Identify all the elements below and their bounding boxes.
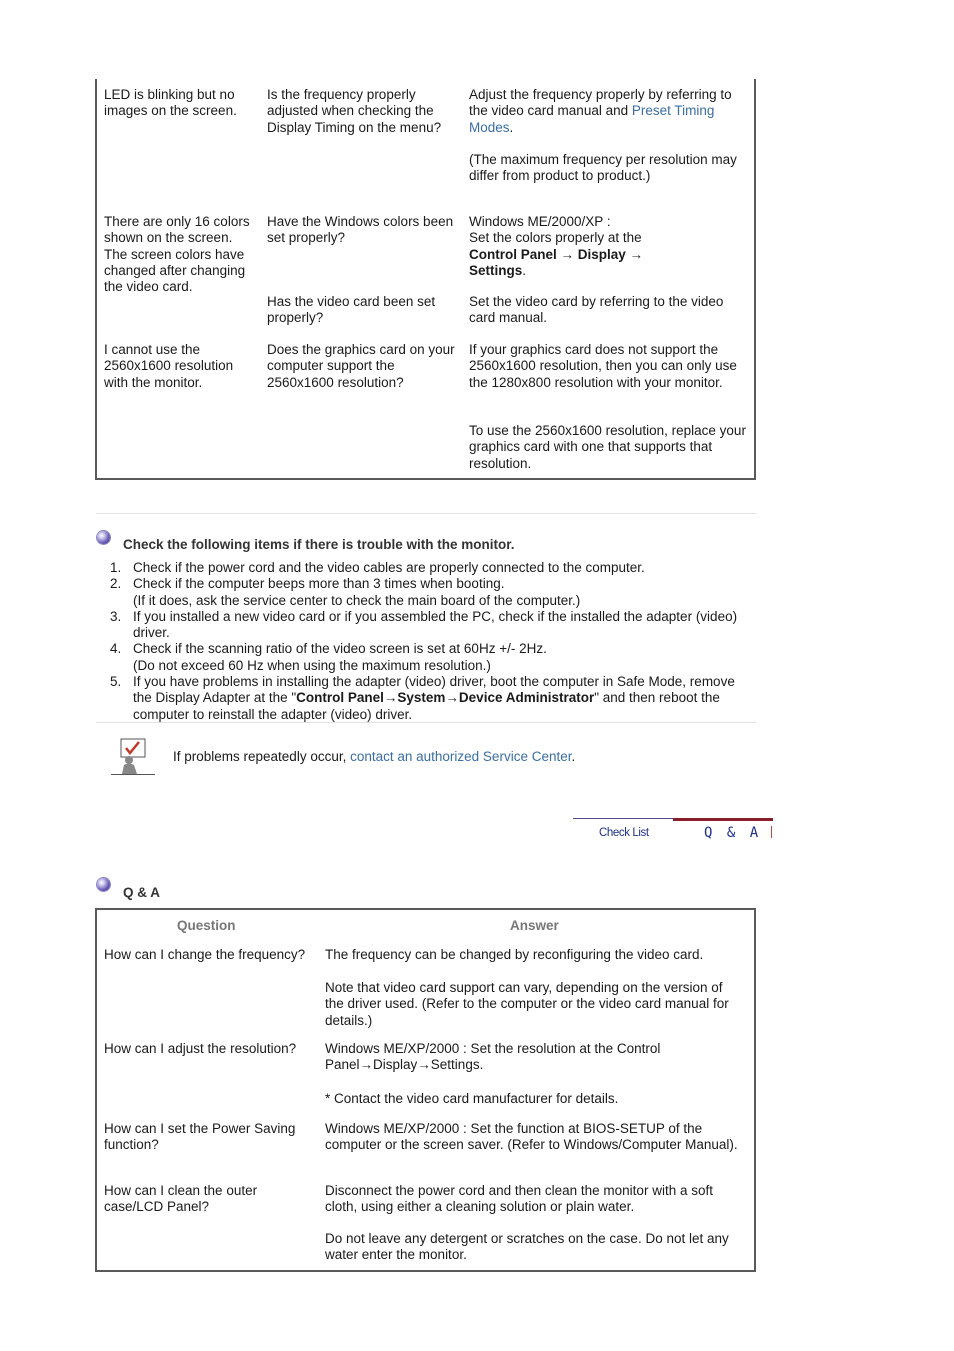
check-cell: Have the Windows colors been set properly? — [267, 214, 454, 246]
tab-label: Q & A — [704, 825, 762, 841]
item-text: Check if the computer beeps more than 3 times when booting. — [133, 576, 505, 592]
qa-heading: Q & A — [123, 885, 160, 900]
divider — [96, 722, 756, 723]
item-subtext: (Do not exceed 60 Hz when using the maximum resolution.) — [133, 657, 491, 673]
solution-cell: Set the video card by referring to the video card manual. — [469, 294, 724, 326]
qa-table — [95, 908, 756, 1272]
note-text-pre: If problems repeatedly occur, — [173, 749, 351, 764]
solution-cell — [469, 214, 747, 279]
answer-cell: Windows ME/XP/2000 : Set the function at BIOS-SETUP of the computer or the screen saver. (Refer to Windows/Computer Manual). — [325, 1121, 738, 1153]
checklist-heading: Check the following items if there is trouble with the monitor. — [123, 537, 515, 552]
solution-note: (The maximum frequency per resolution may differ from product to product.) — [469, 152, 737, 184]
column-header-question: Question — [177, 918, 236, 933]
solution-note: To use the 2560x1600 resolution, replace your graphics card with one that supports that resolution. — [469, 423, 746, 471]
answer-cell: Do not leave any detergent or scratches on the case. Do not let any water enter the monitor. — [325, 1231, 729, 1263]
tab-label: Check List — [599, 827, 649, 839]
symptom-cell: LED is blinking but no images on the screen. — [104, 87, 237, 119]
bullet-icon — [97, 878, 110, 891]
list-item — [110, 560, 756, 576]
solution-text-end: . — [509, 119, 514, 135]
question-cell: How can I set the Power Saving function? — [104, 1121, 296, 1153]
solution-end: . — [522, 262, 527, 278]
tab-underline — [573, 818, 673, 819]
checklist — [110, 560, 756, 723]
list-item — [110, 576, 756, 609]
item-number: 4. — [110, 641, 122, 657]
answer-cell: Windows ME/XP/2000 : Set the resolution at the Control Panel→Display→Settings. — [325, 1041, 661, 1073]
item-text-bold: Control Panel→System→Device Administrator — [296, 690, 595, 706]
question-cell: How can I change the frequency? — [104, 947, 306, 962]
solution-path: Control Panel → Display → Settings — [469, 246, 644, 278]
tab-check-list[interactable] — [573, 818, 673, 846]
solution-cell — [469, 87, 747, 136]
list-item — [110, 641, 756, 674]
note-icon — [111, 738, 155, 776]
solution-text: Adjust the frequency properly by referring to the video card manual and — [469, 87, 732, 119]
answer-cell: Disconnect the power cord and then clean the monitor with a soft cloth, using either a cleaning solution or plain water. — [325, 1183, 713, 1215]
question-cell: How can I adjust the resolution? — [104, 1041, 297, 1056]
check-cell: Has the video card been set properly? — [267, 294, 436, 326]
item-number: 1. — [110, 560, 122, 575]
preset-timing-modes-link[interactable]: Preset Timing Modes — [469, 103, 715, 135]
list-item — [110, 609, 756, 642]
item-subtext: (If it does, ask the service center to check the main board of the computer.) — [133, 592, 581, 608]
item-text: Check if the scanning ratio of the video screen is set at 60Hz +/- 2Hz. — [133, 641, 547, 657]
item-text — [133, 674, 756, 723]
troubleshooting-table — [95, 79, 756, 480]
answer-cell: The frequency can be changed by reconfiguring the video card. — [325, 947, 704, 962]
item-number: 5. — [110, 674, 122, 690]
item-text: Check if the power cord and the video cables are properly connected to the computer. — [133, 560, 645, 575]
tab-active-bar — [673, 818, 773, 821]
symptom-cell: There are only 16 colors shown on the screen. The screen colors have changed after changing the video card. — [104, 214, 250, 295]
check-cell: Does the graphics card on your computer support the 2560x1600 resolution? — [267, 342, 455, 390]
bullet-icon — [97, 531, 110, 544]
answer-cell: * Contact the video card manufacturer for details. — [325, 1091, 619, 1106]
solution-cell: If your graphics card does not support the 2560x1600 resolution, then you can only use the 1280x800 resolution with your monitor. — [469, 342, 737, 390]
solution-text: Set the colors properly at the — [469, 230, 642, 246]
item-text-part: If you have problems in installing the adapter (video) driver, boot the computer in Safe Mode, remove the Display Adapter at the " — [133, 674, 735, 706]
note-text-post: . — [571, 749, 576, 764]
question-cell: How can I clean the outer case/LCD Panel? — [104, 1183, 258, 1215]
divider — [96, 513, 756, 514]
item-text-part: " and then reboot the computer to reinstall the adapter (video) driver. — [133, 690, 720, 722]
tab-qa[interactable] — [673, 818, 773, 846]
column-header-answer: Answer — [510, 918, 559, 933]
service-center-link[interactable]: contact an authorized Service Center — [350, 749, 572, 764]
item-number: 3. — [110, 608, 122, 624]
item-number: 2. — [110, 576, 122, 592]
item-text: If you installed a new video card or if you assembled the PC, check if the installed the adapter (video) driver. — [133, 608, 738, 641]
symptom-cell: I cannot use the 2560x1600 resolution with the monitor. — [104, 342, 234, 390]
tab-edge — [771, 826, 772, 838]
note-text — [173, 749, 575, 765]
answer-cell: Note that video card support can vary, depending on the version of the driver used. (Refer to the computer or the video card manual for details.) — [325, 980, 729, 1028]
check-cell: Is the frequency properly adjusted when checking the Display Timing on the menu? — [267, 87, 442, 135]
solution-os: Windows ME/2000/XP : — [469, 214, 611, 229]
list-item — [110, 674, 756, 723]
